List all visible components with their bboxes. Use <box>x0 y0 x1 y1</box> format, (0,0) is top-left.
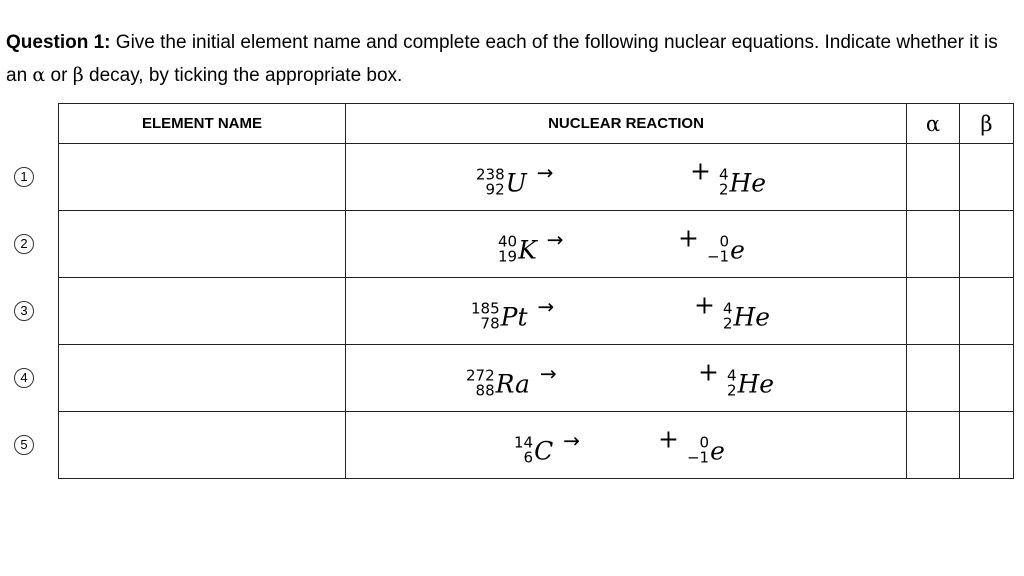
reactant <box>476 157 553 198</box>
alpha-checkbox[interactable] <box>907 211 960 278</box>
reaction-table <box>58 103 1014 479</box>
question-text-part1: Give the initial element name and complete each of the following nuclear equations. Indicate whether it is an <box>6 32 998 86</box>
question-label: Question 1: <box>6 32 111 53</box>
reactant-mass: 238 <box>476 165 505 184</box>
question-text-part3: decay, by ticking the appropriate box. <box>89 65 403 86</box>
row-number-circle: 2 <box>14 234 34 254</box>
reactant-mass: 185 <box>471 299 500 318</box>
reactant-symbol: C <box>534 436 554 465</box>
reaction-cell <box>346 211 907 278</box>
element-name-input[interactable] <box>59 144 346 211</box>
row-number-circle: 3 <box>14 301 34 321</box>
beta-checkbox[interactable] <box>960 412 1014 479</box>
product <box>694 291 770 332</box>
beta-symbol: β <box>72 64 84 86</box>
reactant-symbol: Ra <box>495 369 530 398</box>
beta-checkbox[interactable] <box>960 278 1014 345</box>
alpha-checkbox[interactable] <box>907 144 960 211</box>
plus-sign: + <box>694 290 715 320</box>
beta-checkbox[interactable] <box>960 211 1014 278</box>
reactant <box>466 358 557 399</box>
reaction-cell <box>346 412 907 479</box>
product-symbol: He <box>729 168 767 197</box>
reactant <box>471 291 554 332</box>
question-text-part2: or <box>50 65 68 86</box>
product-symbol: He <box>733 302 771 331</box>
reaction-cell <box>346 278 907 345</box>
product-atomic: −1 <box>706 247 730 266</box>
header-beta: β <box>960 104 1014 144</box>
reactant-symbol: K <box>518 235 537 264</box>
reaction-cell <box>346 144 907 211</box>
reactant-symbol: U <box>505 168 527 197</box>
product-mass: 0 <box>719 232 730 251</box>
alpha-checkbox[interactable] <box>907 278 960 345</box>
reactant-atomic: 92 <box>485 180 505 199</box>
product-mass: 0 <box>699 433 710 452</box>
alpha-symbol: α <box>32 64 46 86</box>
arrow: → <box>537 294 555 319</box>
arrow: → <box>536 160 554 185</box>
table-row <box>59 278 1014 345</box>
arrow: → <box>539 361 557 386</box>
element-name-input[interactable] <box>59 345 346 412</box>
row-number-circle: 1 <box>14 167 34 187</box>
row-number-circle: 4 <box>14 368 34 388</box>
product <box>698 358 774 399</box>
reactant-mass: 14 <box>514 433 534 452</box>
plus-sign: + <box>658 424 679 454</box>
element-name-input[interactable] <box>59 211 346 278</box>
beta-checkbox[interactable] <box>960 345 1014 412</box>
product-atomic: 2 <box>718 180 729 199</box>
plus-sign: + <box>678 223 699 253</box>
row-number-circle: 5 <box>14 435 34 455</box>
reactant <box>498 224 564 265</box>
product <box>678 224 745 265</box>
product <box>690 157 766 198</box>
element-name-input[interactable] <box>59 412 346 479</box>
alpha-checkbox[interactable] <box>907 345 960 412</box>
reactant-atomic: 78 <box>480 314 500 333</box>
product-symbol: e <box>730 235 745 264</box>
product <box>658 425 725 466</box>
reactant-mass: 272 <box>466 366 495 385</box>
table-row <box>59 345 1014 412</box>
header-alpha: α <box>907 104 960 144</box>
header-nuclear-reaction: NUCLEAR REACTION <box>346 104 907 144</box>
alpha-checkbox[interactable] <box>907 412 960 479</box>
product-symbol: e <box>710 436 725 465</box>
table-row <box>59 144 1014 211</box>
product-mass: 4 <box>718 165 729 184</box>
product-atomic: −1 <box>686 448 710 467</box>
product-mass: 4 <box>722 299 733 318</box>
arrow: → <box>546 227 564 252</box>
table-row <box>59 211 1014 278</box>
plus-sign: + <box>690 156 711 186</box>
reactant-atomic: 88 <box>475 381 495 400</box>
reactant-atomic: 19 <box>498 247 518 266</box>
table-row <box>59 412 1014 479</box>
product-symbol: He <box>737 369 775 398</box>
reaction-cell <box>346 345 907 412</box>
product-atomic: 2 <box>726 381 737 400</box>
product-mass: 4 <box>726 366 737 385</box>
product-atomic: 2 <box>722 314 733 333</box>
element-name-input[interactable] <box>59 278 346 345</box>
reactant-symbol: Pt <box>500 302 528 331</box>
beta-checkbox[interactable] <box>960 144 1014 211</box>
arrow: → <box>563 428 580 453</box>
plus-sign: + <box>698 357 719 387</box>
reactant <box>514 425 580 466</box>
reactant-atomic: 6 <box>523 448 534 467</box>
reactant-mass: 40 <box>498 232 518 251</box>
question-text <box>6 27 1016 92</box>
header-element-name: ELEMENT NAME <box>59 104 346 144</box>
